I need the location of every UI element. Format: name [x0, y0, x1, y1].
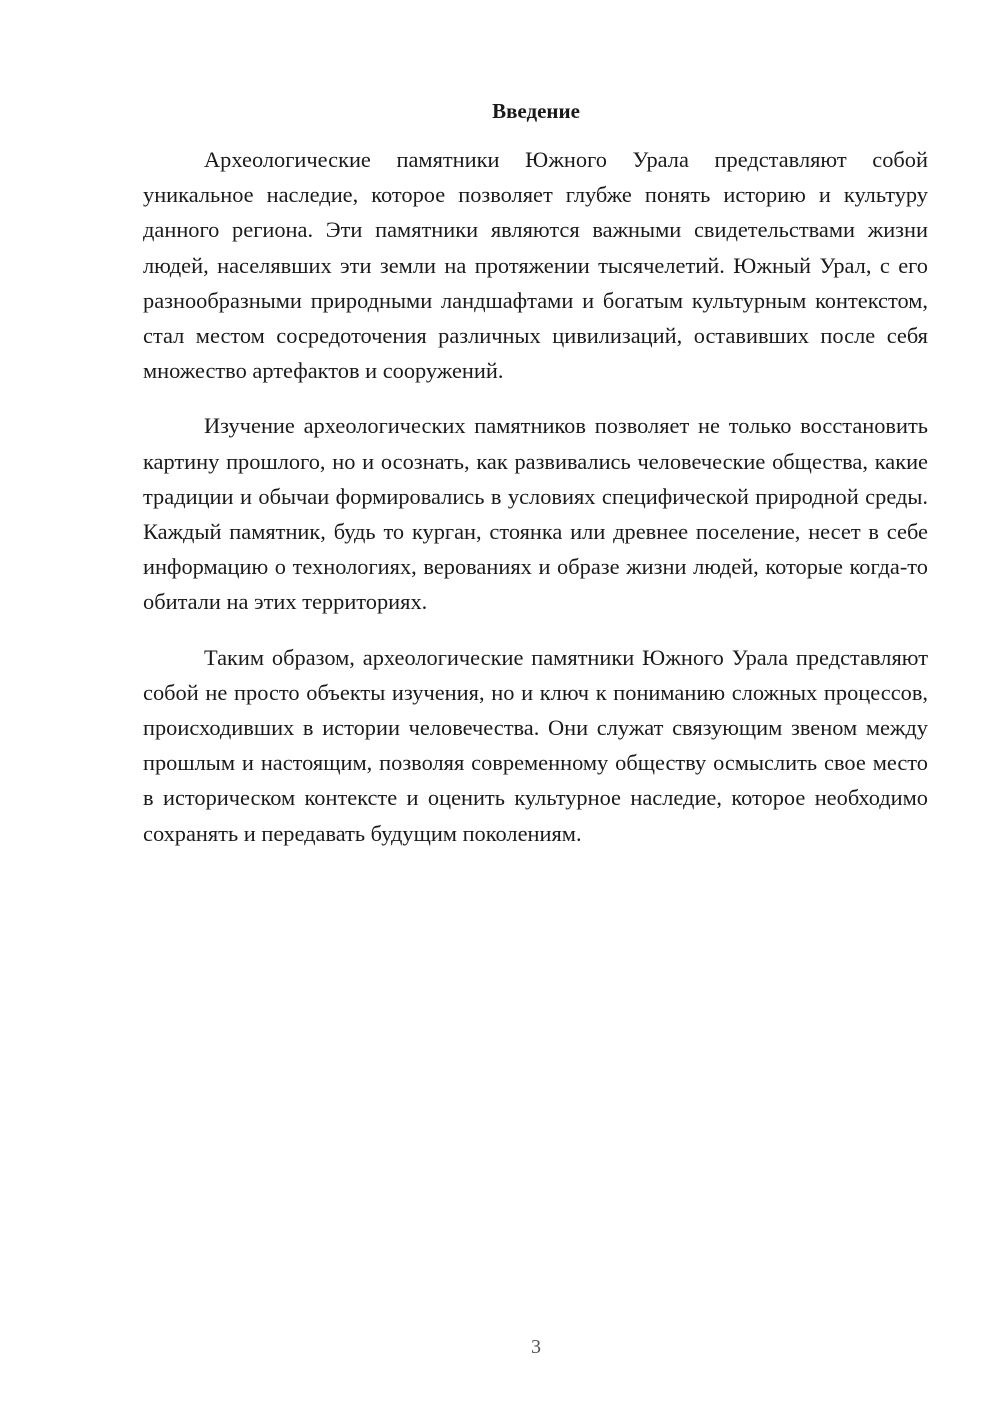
page-title: Введение [492, 99, 580, 123]
paragraph-1: Археологические памятники Южного Урала представляют собой уникальное наследие, которое позволяет глубже понять историю и культуру данного региона. Эти памятники являются важными свидетельствами жизни людей, населявших эти земли на протяжении тысячелетий. Южный Урал, с его разнообразными природными ландшафтами и богатым культурным контекстом, стал местом сосредоточения различных цивилизаций, оставивших после себя множество артефактов и сооружений. [143, 147, 928, 384]
paragraph-3: Таким образом, археологические памятники Южного Урала представляют собой не просто объекты изучения, но и ключ к пониманию сложных процессов, происходивших в истории человечества. Они служат связующим звеном между прошлым и настоящим, позволяя современному обществу осмыслить свое место в историческом контексте и оценить культурное наследие, которое необходимо сохранять и передавать будущим поколениям. [143, 644, 928, 846]
page-number: 3 [531, 1336, 541, 1358]
paragraph-2: Изучение археологических памятников позволяет не только восстановить картину прошлого, но и осознать, как развивались человеческие общества, какие традиции и обычаи формировались в условиях специфической природной среды. Каждый памятник, будь то курган, стоянка или древнее поселение, несет в себе информацию о технологиях, верованиях и образе жизни людей, которые когда-то обитали на этих территориях. [143, 413, 928, 615]
body-text [143, 142, 928, 871]
